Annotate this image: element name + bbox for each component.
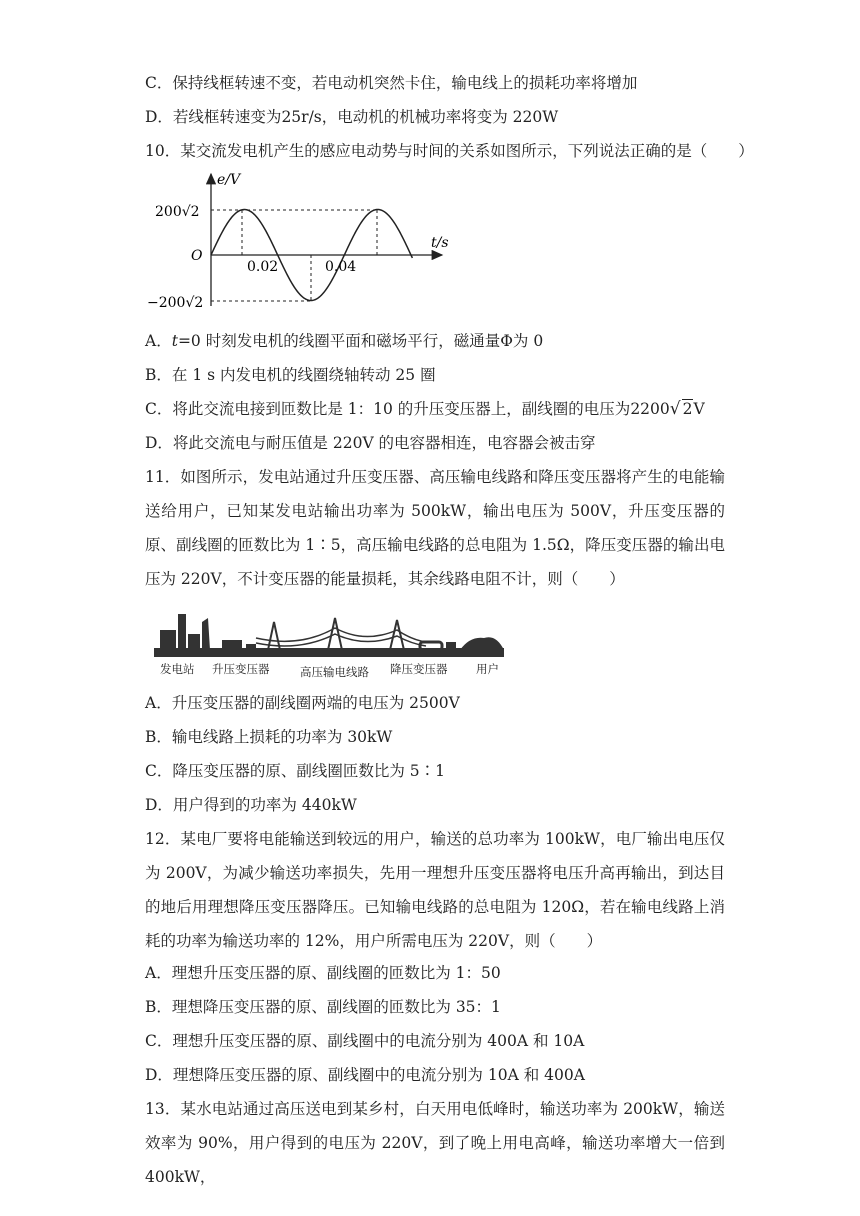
q12-stem: 12．某电厂要将电能输送到较远的用户，输送的总功率为 100kW，电厂输出电压仅为 200V，为减少输送功率损失，先用一理想升压变压器将电压升高再输出，到达目的地后用理想降压变压器降压。已知输电线路的总电阻为 120Ω，若在输电线路上消耗的功率为输送功率的 12%，用户所需电压为 220V，则（ ）: [145, 830, 725, 950]
cooling-tower: [202, 618, 210, 650]
y-max-label: 200√2: [155, 204, 200, 220]
origin-label: O: [191, 248, 203, 264]
q11-option-d: D．用户得到的功率为 440kW: [145, 796, 357, 814]
label-stepup-transformer: 升压变压器: [212, 662, 270, 676]
q11-stem: 11．如图所示，发电站通过升压变压器、高压输电线路和降压变压器将产生的电能输送给用户，已知某发电站输出功率为 500kW，输出电压为 500V，升压变压器的原、副线圈的匝数比为 1∶5，高压输电线路的总电阻为 1.5Ω，降压变压器的输出电压为 220V，不计变压器的能量损耗，其余线路电阻不计，则（ ）: [145, 468, 725, 588]
q10-stem: 10．某交流发电机产生的感应电动势与时间的关系如图所示，下列说法正确的是（ ）: [145, 142, 754, 160]
q10-option-a: A．t=0 时刻发电机的线圈平面和磁场平行，磁通量Φ为 0: [145, 332, 544, 350]
q10-option-b: B．在 1 s 内发电机的线圈绕轴转动 25 圈: [145, 366, 436, 384]
x-axis-label: t/s: [431, 235, 449, 251]
q9-rate: 25r/s: [281, 108, 322, 126]
y-min-label: −200√2: [147, 295, 204, 311]
q11-transmission-figure: [150, 608, 510, 680]
chimney: [178, 614, 186, 650]
label-power-station: 发电站: [160, 662, 195, 676]
x-tick-002: 0.02: [247, 259, 279, 275]
q13-stem: 13．某水电站通过高压送电到某乡村，白天用电低峰时，输送功率为 200kW，输送效率为 90%，用户得到的电压为 220V，到了晚上用电高峰，输送功率增大一倍到 400kW，: [145, 1100, 725, 1186]
label-stepdown-transformer: 降压变压器: [390, 662, 448, 676]
x-tick-004: 0.04: [325, 259, 357, 275]
label-transmission-line: 高压输电线路: [300, 665, 369, 679]
station-building: [160, 630, 176, 650]
q10-emf-graph: [145, 166, 450, 316]
stepup-transformer-shape: [222, 640, 242, 650]
q12-option-c: C．理想升压变压器的原、副线圈中的电流分别为 400A 和 10A: [145, 1032, 585, 1050]
q11-option-c: C．降压变压器的原、副线圈匝数比为 5∶1: [145, 762, 446, 780]
tower-3: [390, 620, 404, 650]
q12-option-b: B．理想降压变压器的原、副线圈的匝数比为 35：1: [145, 998, 501, 1016]
q10-option-c: C．将此交流电接到匝数比是 1：10 的升压变压器上，副线圈的电压为2200√ 2V: [145, 399, 705, 419]
q9-option-c: C．保持线框转速不变，若电动机突然卡住，输电线上的损耗功率将增加: [145, 74, 638, 92]
q11-option-b: B．输电线路上损耗的功率为 30kW: [145, 728, 393, 746]
q11-option-a: A．升压变压器的副线圈两端的电压为 2500V: [145, 694, 460, 712]
label-user: 用户: [476, 662, 499, 676]
q12-option-a: A．理想升压变压器的原、副线圈的匝数比为 1：50: [145, 964, 501, 982]
q12-option-d: D．理想降压变压器的原、副线圈中的电流分别为 10A 和 400A: [145, 1066, 585, 1084]
y-axis-label: e/V: [217, 172, 241, 188]
q9-option-d: D．若线框转速变为25r/s，电动机的机械功率将变为 220W: [145, 108, 559, 126]
user-buildings: [460, 637, 504, 650]
q10-option-d: D．将此交流电与耐压值是 220V 的电容器相连，电容器会被击穿: [145, 434, 596, 452]
